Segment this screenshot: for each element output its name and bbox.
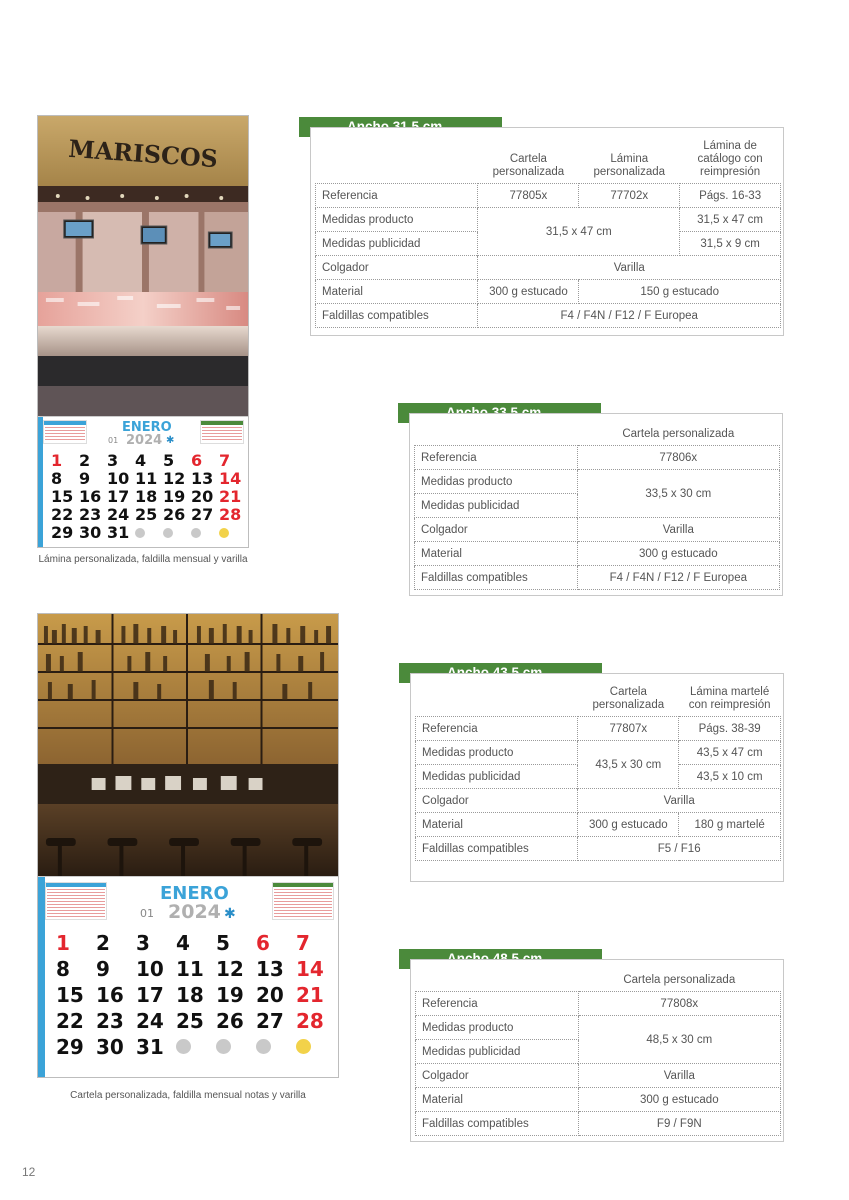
spec-table-31-5 — [315, 140, 781, 328]
photo-caption: Lámina personalizada, faldilla mensual y varilla — [38, 554, 248, 565]
calendar-day: 11 — [135, 469, 158, 488]
calendar-month: ENERO — [160, 883, 229, 904]
calendar-day: 9 — [96, 957, 110, 981]
calendar-day: 10 — [136, 957, 164, 981]
calendar-day: 25 — [135, 505, 158, 524]
calendar-day: 3 — [136, 931, 150, 955]
calendar-day: 12 — [163, 469, 186, 488]
table-cell: 31,5 x 9 cm — [680, 232, 781, 256]
calendar-day: 17 — [107, 487, 130, 506]
calendar-day: 21 — [219, 487, 242, 506]
calendar-month: ENERO — [122, 420, 172, 435]
calendar-day: 7 — [219, 451, 231, 470]
table-cell: 31,5 x 47 cm — [680, 208, 781, 232]
table-cell: Págs. 16-33 — [680, 184, 781, 208]
table-cell: F9 / F9N — [578, 1112, 780, 1136]
calendar-day: 26 — [216, 1009, 244, 1033]
calendar-day: 12 — [216, 957, 244, 981]
row-label: Medidas publicidad — [416, 1040, 579, 1064]
calendar-day: 18 — [176, 983, 204, 1007]
mini-calendar-next — [200, 420, 244, 444]
row-label: Colgador — [416, 789, 578, 813]
moon-phase-icon — [256, 1037, 296, 1060]
row-label: Colgador — [316, 256, 478, 280]
table-cell: Varilla — [578, 789, 781, 813]
table-row — [416, 1064, 781, 1088]
mini-calendar-previous — [43, 420, 87, 444]
row-label: Colgador — [416, 1064, 579, 1088]
mini-calendar-next — [272, 882, 334, 920]
table-row — [415, 518, 780, 542]
calendar-day: 30 — [79, 523, 102, 542]
product-photo-lamina — [37, 115, 249, 548]
store-sign-text: MARISCOS — [67, 134, 219, 174]
table-cell: F5 / F16 — [578, 837, 781, 861]
row-label: Faldillas compatibles — [415, 566, 578, 590]
table-row — [316, 304, 781, 328]
row-label: Colgador — [415, 518, 578, 542]
table-row — [316, 184, 781, 208]
calendar-day: 5 — [163, 451, 175, 470]
calendar-day: 14 — [296, 957, 324, 981]
page-number: 12 — [22, 1165, 36, 1179]
moon-phase-icon — [191, 525, 219, 543]
row-label: Faldillas compatibles — [316, 304, 478, 328]
table-cell: 77807x — [578, 717, 679, 741]
spec-table-box — [410, 959, 784, 1142]
calendar-faldilla-mensual — [38, 416, 248, 548]
table-cell: 43,5 x 10 cm — [679, 765, 781, 789]
calendar-day: 14 — [219, 469, 242, 488]
calendar-day: 29 — [56, 1035, 84, 1059]
column-header: Lámina personalizada — [593, 153, 666, 178]
moon-icon — [176, 1039, 191, 1054]
spec-table-box — [310, 127, 784, 336]
calendar-day: 4 — [135, 451, 147, 470]
moon-icon — [163, 528, 173, 538]
calendar-day: 23 — [96, 1009, 124, 1033]
calendar-day: 13 — [256, 957, 284, 981]
spec-table-box — [410, 673, 784, 882]
table-row — [316, 208, 781, 232]
table-cell: 77805x — [478, 184, 579, 208]
calendar-day: 17 — [136, 983, 164, 1007]
table-row — [415, 446, 780, 470]
row-label: Referencia — [416, 992, 579, 1016]
calendar-day: 8 — [56, 957, 70, 981]
calendar-day: 27 — [256, 1009, 284, 1033]
calendar-day: 24 — [136, 1009, 164, 1033]
moon-phase-icon — [216, 1037, 256, 1060]
row-label: Medidas producto — [416, 1016, 579, 1040]
calendar-day: 18 — [135, 487, 158, 506]
column-header: Lámina martelé con reimpresión — [688, 686, 771, 711]
calendar-day: 6 — [256, 931, 270, 955]
calendar-day: 15 — [51, 487, 74, 506]
table-row — [415, 542, 780, 566]
table-cell: 48,5 x 30 cm — [578, 1016, 780, 1064]
spec-table-33-5 — [414, 428, 780, 590]
table-cell: Págs. 38-39 — [679, 717, 781, 741]
calendar-day: 19 — [216, 983, 244, 1007]
calendar-day: 23 — [79, 505, 102, 524]
table-cell: 31,5 x 47 cm — [478, 208, 680, 256]
calendar-day: 31 — [136, 1035, 164, 1059]
calendar-day: 19 — [163, 487, 186, 506]
table-cell: 300 g estucado — [578, 813, 679, 837]
table-cell: 33,5 x 30 cm — [577, 470, 779, 518]
table-row — [415, 566, 780, 590]
row-label: Faldillas compatibles — [416, 837, 578, 861]
calendar-day: 11 — [176, 957, 204, 981]
table-row — [416, 992, 781, 1016]
spec-table-43-5 — [415, 686, 781, 861]
calendar-day: 20 — [191, 487, 214, 506]
column-header: Cartela personalizada — [623, 974, 736, 986]
table-row — [416, 837, 781, 861]
row-label: Medidas publicidad — [416, 765, 578, 789]
row-label: Medidas publicidad — [316, 232, 478, 256]
row-label: Faldillas compatibles — [416, 1112, 579, 1136]
calendar-day: 26 — [163, 505, 186, 524]
table-cell: 180 g martelé — [679, 813, 781, 837]
moon-icon — [256, 1039, 271, 1054]
calendar-day: 13 — [191, 469, 214, 488]
calendar-day: 1 — [51, 451, 63, 470]
table-cell: 43,5 x 47 cm — [679, 741, 781, 765]
calendar-day: 25 — [176, 1009, 204, 1033]
table-cell: 77702x — [579, 184, 680, 208]
table-row — [416, 717, 781, 741]
calendar-day: 9 — [79, 469, 91, 488]
week-number-strip — [38, 877, 45, 1078]
table-cell: 150 g estucado — [579, 280, 781, 304]
calendar-day: 16 — [96, 983, 124, 1007]
star-icon: ✱ — [166, 435, 175, 446]
table-row — [416, 813, 781, 837]
table-cell: 300 g estucado — [578, 1088, 780, 1112]
table-cell: F4 / F4N / F12 / F Europea — [478, 304, 781, 328]
calendar-day: 28 — [296, 1009, 324, 1033]
moon-phase-icon — [296, 1037, 336, 1060]
moon-phase-icon — [135, 525, 163, 543]
table-row — [316, 256, 781, 280]
column-header: Lámina de catálogo con reimpresión — [697, 140, 763, 178]
moon-icon — [219, 528, 229, 538]
table-row — [416, 741, 781, 765]
calendar-day: 16 — [79, 487, 102, 506]
table-cell: Varilla — [578, 1064, 780, 1088]
moon-icon — [191, 528, 201, 538]
star-icon: ✱ — [224, 905, 236, 921]
calendar-month-number: 01 — [108, 436, 119, 445]
moon-phase-icon — [176, 1037, 216, 1060]
calendar-day: 30 — [96, 1035, 124, 1059]
calendar-day: 1 — [56, 931, 70, 955]
spec-table-48-5 — [415, 974, 781, 1136]
calendar-day: 2 — [96, 931, 110, 955]
calendar-year: 2024 — [126, 433, 163, 448]
seafood-shop-image — [38, 116, 248, 416]
moon-icon — [135, 528, 145, 538]
table-cell: Varilla — [478, 256, 781, 280]
table-cell: Varilla — [577, 518, 779, 542]
table-cell: 300 g estucado — [577, 542, 779, 566]
mini-calendar-previous — [45, 882, 107, 920]
calendar-day-grid — [56, 933, 336, 1060]
table-row — [416, 1088, 781, 1112]
moon-icon — [296, 1039, 311, 1054]
calendar-day: 6 — [191, 451, 203, 470]
calendar-year: 2024 — [168, 901, 221, 923]
calendar-day: 29 — [51, 523, 74, 542]
row-label: Material — [316, 280, 478, 304]
row-label: Referencia — [316, 184, 478, 208]
calendar-day: 24 — [107, 505, 130, 524]
moon-phase-icon — [163, 525, 191, 543]
calendar-day: 15 — [56, 983, 84, 1007]
row-label: Material — [415, 542, 578, 566]
table-row — [416, 1112, 781, 1136]
table-cell: 77806x — [577, 446, 779, 470]
calendar-day: 28 — [219, 505, 242, 524]
row-label: Medidas producto — [316, 208, 478, 232]
row-label: Material — [416, 1088, 579, 1112]
table-row — [415, 470, 780, 494]
calendar-faldilla-notas — [38, 876, 338, 1078]
row-label: Referencia — [416, 717, 578, 741]
calendar-day: 2 — [79, 451, 91, 470]
moon-icon — [216, 1039, 231, 1054]
calendar-day: 21 — [296, 983, 324, 1007]
table-row — [416, 789, 781, 813]
column-header: Cartela personalizada — [622, 428, 735, 440]
spec-table-box — [409, 413, 783, 596]
row-label: Material — [416, 813, 578, 837]
table-cell: 77808x — [578, 992, 780, 1016]
calendar-day: 7 — [296, 931, 310, 955]
photo-caption: Cartela personalizada, faldilla mensual notas y varilla — [70, 1090, 306, 1101]
column-header: Cartela personalizada — [492, 153, 565, 178]
column-header: Cartela personalizada — [592, 686, 665, 711]
table-cell: 300 g estucado — [478, 280, 579, 304]
calendar-day: 8 — [51, 469, 63, 488]
row-label: Medidas producto — [416, 741, 578, 765]
calendar-day: 27 — [191, 505, 214, 524]
calendar-month-number: 01 — [140, 907, 154, 920]
calendar-day-grid — [51, 453, 247, 543]
bar-image — [38, 614, 338, 876]
table-cell: F4 / F4N / F12 / F Europea — [577, 566, 779, 590]
calendar-day: 31 — [107, 523, 130, 542]
calendar-day: 22 — [51, 505, 74, 524]
table-row — [316, 280, 781, 304]
row-label: Medidas producto — [415, 470, 578, 494]
row-label: Medidas publicidad — [415, 494, 578, 518]
row-label: Referencia — [415, 446, 578, 470]
table-cell: 43,5 x 30 cm — [578, 741, 679, 789]
calendar-day: 22 — [56, 1009, 84, 1033]
calendar-day: 4 — [176, 931, 190, 955]
calendar-day: 20 — [256, 983, 284, 1007]
calendar-day: 5 — [216, 931, 230, 955]
moon-phase-icon — [219, 525, 247, 543]
table-row — [416, 1016, 781, 1040]
calendar-day: 3 — [107, 451, 119, 470]
product-photo-cartela — [37, 613, 339, 1078]
calendar-day: 10 — [107, 469, 130, 488]
